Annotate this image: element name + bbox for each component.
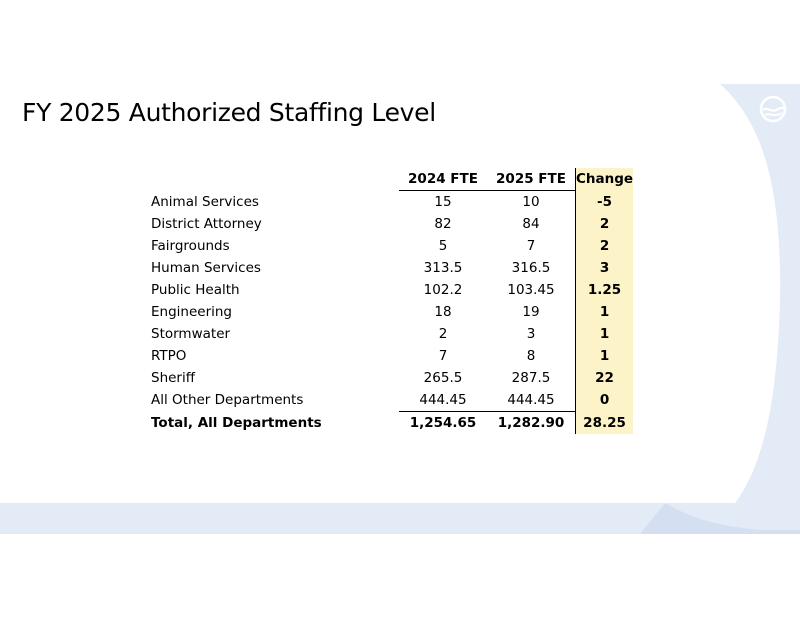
department-name: All Other Departments: [151, 392, 304, 409]
department-name: District Attorney: [151, 216, 262, 232]
fte-2024: 5: [438, 238, 448, 254]
table-header-row: [146, 168, 633, 191]
department-name: Stormwater: [151, 326, 231, 342]
department-name: Sheriff: [151, 370, 196, 386]
fte-change: 0: [576, 389, 634, 412]
total-fte-change: 28.25: [576, 412, 634, 435]
department-name: Public Health: [151, 282, 240, 298]
table-row: [146, 257, 633, 279]
table-row: [146, 279, 633, 301]
fte-2025: 444.45: [507, 392, 555, 408]
table-total-row: [146, 412, 633, 435]
county-logo-icon: [758, 94, 788, 124]
header-change: Change: [576, 168, 634, 191]
fte-2025: 84: [522, 216, 540, 232]
fte-2025: 103.45: [507, 282, 555, 298]
fte-2024: 7: [438, 348, 448, 364]
fte-change: 22: [576, 367, 634, 389]
table-row: [146, 389, 633, 412]
department-name: RTPO: [151, 348, 187, 364]
fte-2025: 316.5: [511, 260, 551, 276]
fte-change: 1: [576, 301, 634, 323]
header-2025-fte: 2025 FTE: [487, 168, 576, 191]
department-name: Animal Services: [151, 193, 259, 210]
table-row: [146, 323, 633, 345]
fte-2024: 15: [434, 194, 452, 210]
staffing-table: [146, 168, 633, 434]
fte-2025: 10: [522, 194, 540, 210]
fte-2025: 7: [526, 238, 536, 254]
fte-2024: 82: [434, 216, 452, 232]
fte-2024: 444.45: [419, 392, 467, 408]
fte-2024: 2: [438, 326, 448, 342]
fte-change: -5: [576, 191, 634, 214]
table-row: [146, 235, 633, 257]
department-name: Engineering: [151, 304, 232, 320]
fte-change: 1: [576, 323, 634, 345]
slide-title: FY 2025 Authorized Staffing Level: [22, 98, 436, 127]
table-row: [146, 301, 633, 323]
fte-change: 1.25: [576, 279, 634, 301]
total-label: Total, All Departments: [151, 414, 322, 431]
table-row: [146, 213, 633, 235]
total-fte-2025: 1,282.90: [487, 412, 576, 435]
fte-2025: 287.5: [511, 370, 551, 386]
fte-2025: 19: [522, 304, 540, 320]
fte-2024: 18: [434, 304, 452, 320]
fte-2025: 8: [526, 348, 536, 364]
header-department: [146, 168, 399, 191]
fte-2025: 3: [526, 326, 536, 342]
fte-change: 3: [576, 257, 634, 279]
fte-change: 2: [576, 235, 634, 257]
fte-2024: 102.2: [423, 282, 463, 298]
department-name: Fairgrounds: [151, 238, 230, 254]
fte-2024: 313.5: [423, 260, 463, 276]
table-row: [146, 367, 633, 389]
fte-change: 1: [576, 345, 634, 367]
total-fte-2024: 1,254.65: [399, 412, 487, 435]
table-row: [146, 345, 633, 367]
table-row: [146, 191, 633, 214]
fte-change: 2: [576, 213, 634, 235]
header-2024-fte: 2024 FTE: [399, 168, 487, 191]
department-name: Human Services: [151, 260, 261, 276]
fte-2024: 265.5: [423, 370, 463, 386]
